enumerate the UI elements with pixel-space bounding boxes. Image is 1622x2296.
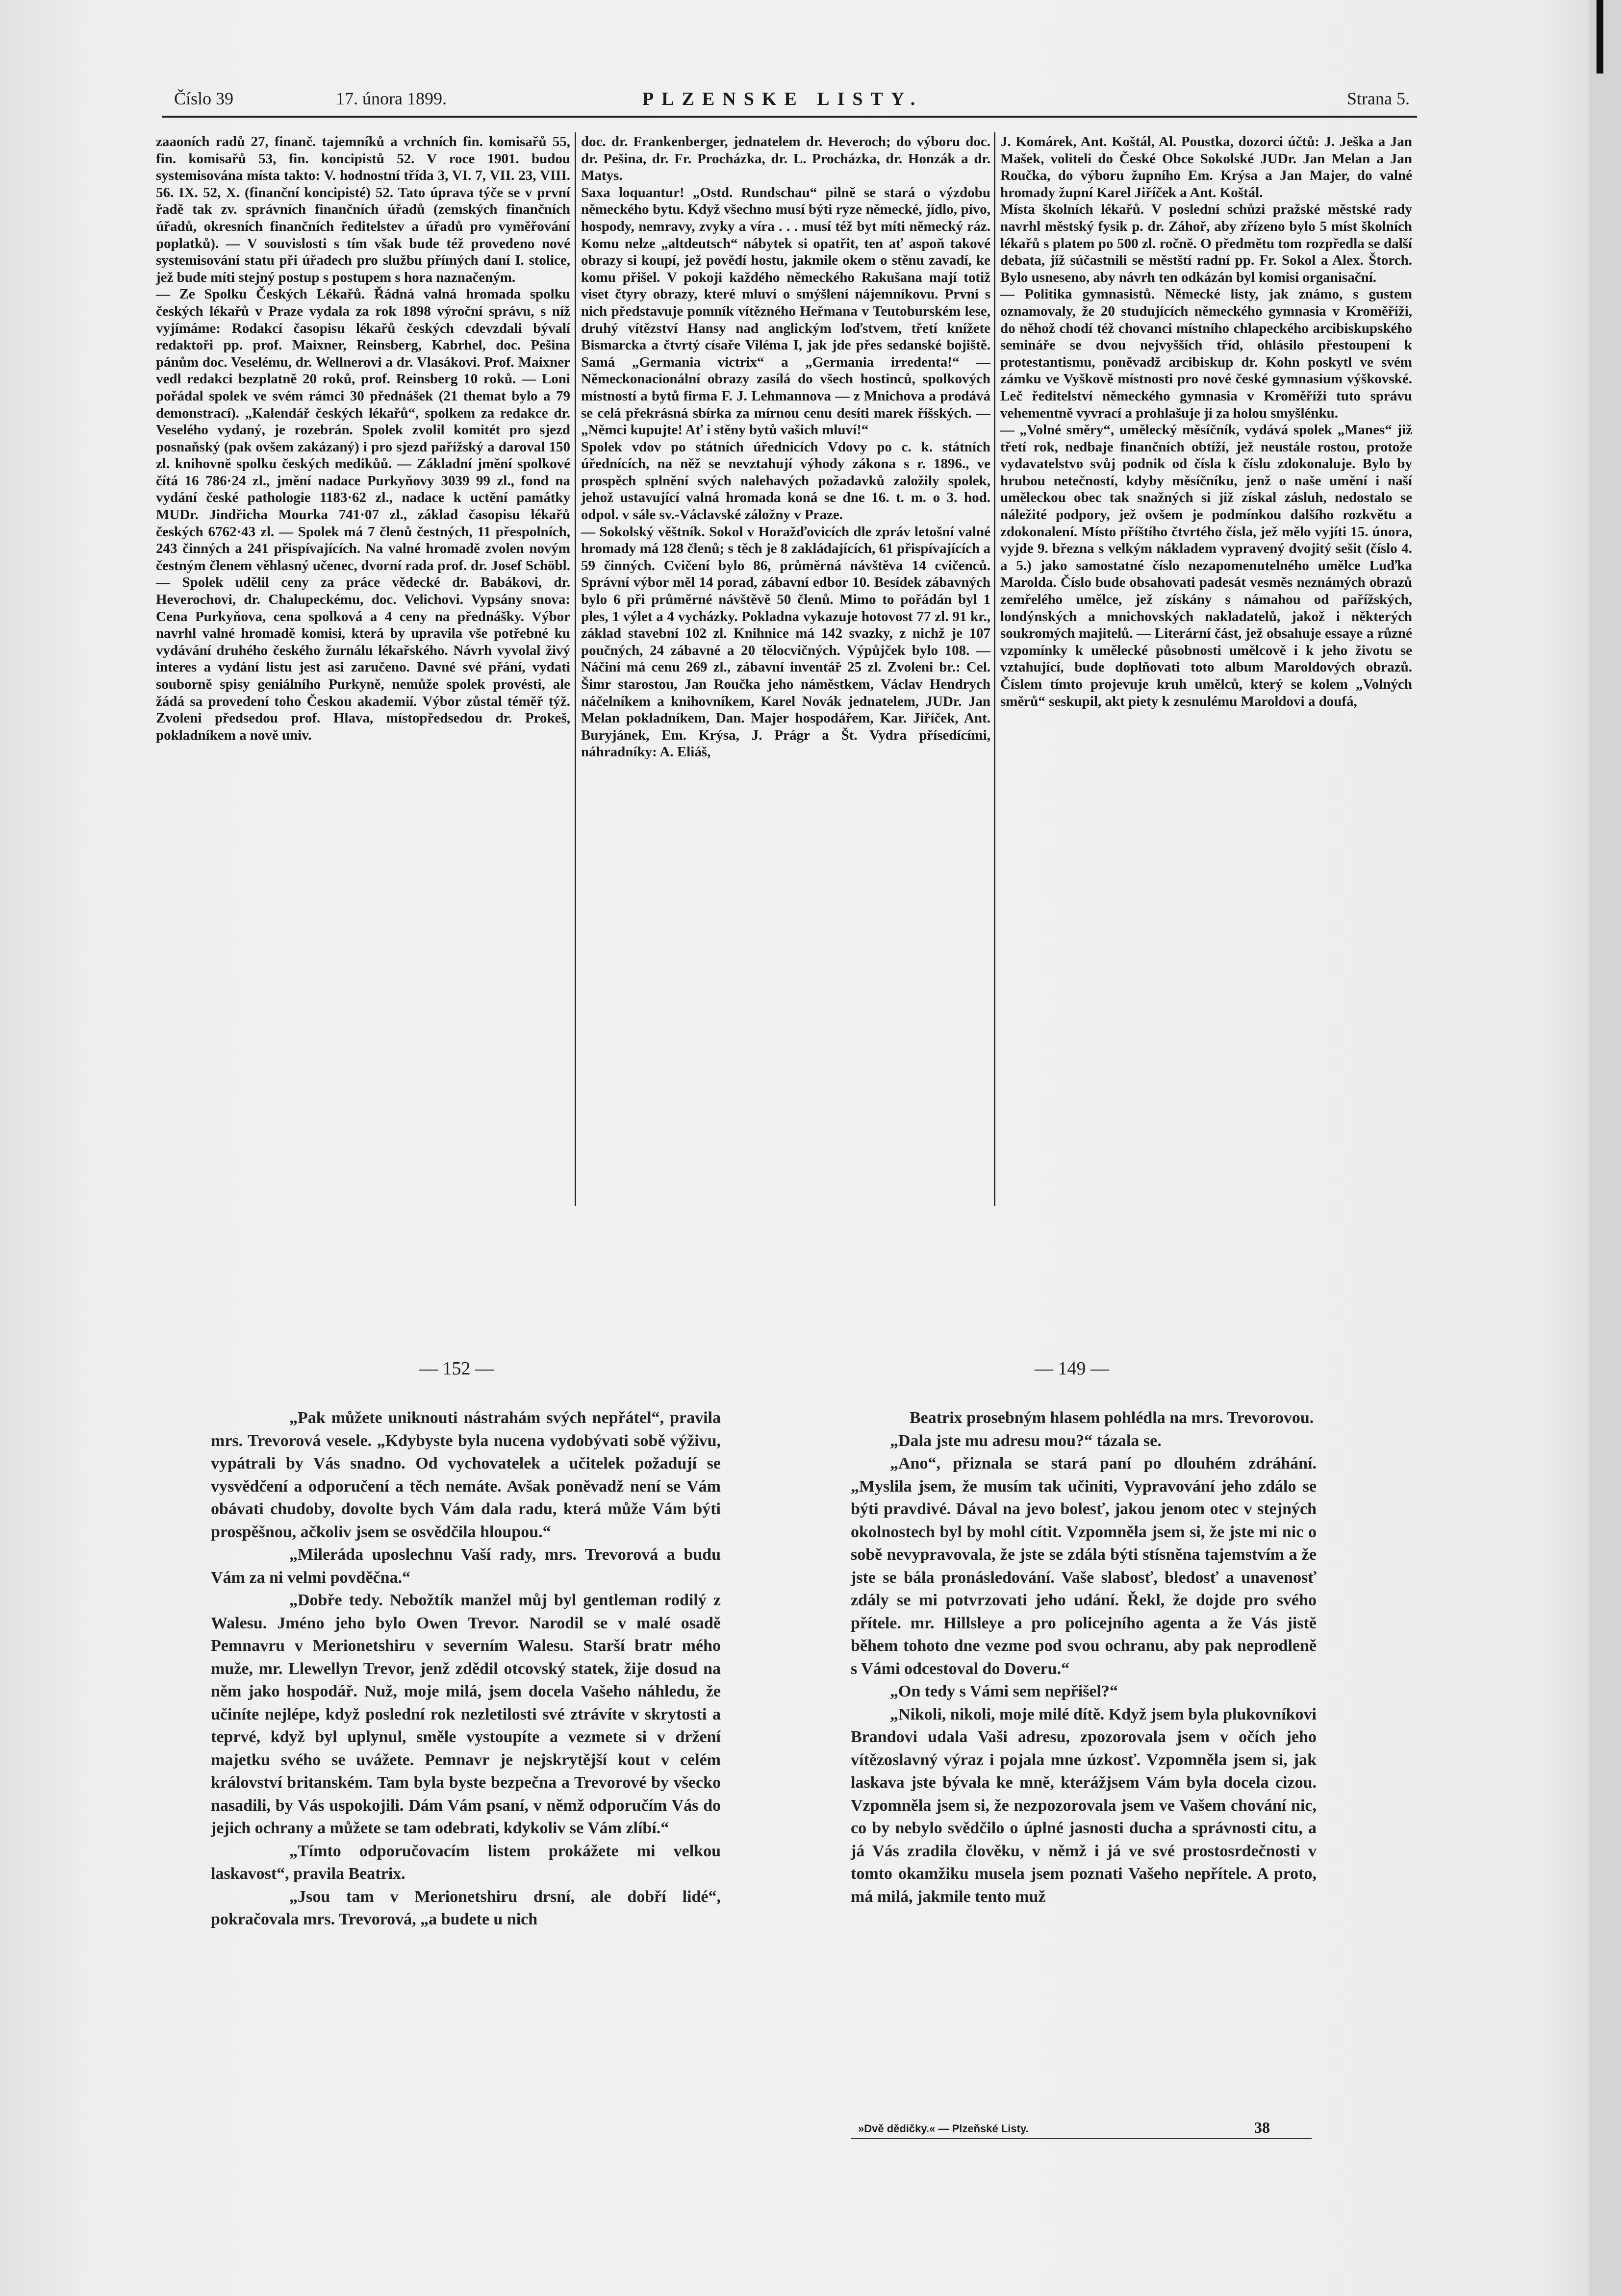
- novel-paragraph: Beatrix prosebným hlasem pohlédla na mrs. Trevorovou.: [910, 1409, 1314, 1427]
- news-column-1: [156, 133, 570, 744]
- column-divider: [575, 132, 576, 1206]
- novel-paragraph: „Pak můžete uniknouti nástrahám svých nepřátel“, pravila mrs. Trevorová vesele. „Kdybyste byla nucena vydobývati sobě výživu, vypátrali by Vás snadno. Od vychovatelek a učitelek požadují se vysvědčení a odporučení a těch nemáte. Avšak poněvadž není se Vám obávati chudoby, dovolte bych Vám dala radu, která může Vám býti prospěšnou, ačkoliv jsem se osvědčila hloupou.“: [211, 1409, 721, 1541]
- novel-paragraph: „Mileráda uposlechnu Vaší rady, mrs. Trevorová a budu Vám za ni velmi povděčna.“: [211, 1546, 721, 1587]
- scan-edge-mark: [1597, 0, 1603, 74]
- news-column-2: [581, 133, 990, 761]
- header-rule: [162, 116, 1417, 118]
- novel-paragraph: „Dobře tedy. Nebožtík manžel můj byl gentleman rodilý z Walesu. Jméno jeho bylo Owen Trevor. Narodil se v malé osadě Pemnavru v Merionetshiru v severním Walesu. Starší bratr mého muže, mr. Llewellyn Trevor, jenž zdědil otcovský statek, žije dosud na něm jako hospodář. Nuž, moje milá, jsem docela Vašeho náhledu, že učiníte nejlépe, když poslední rok nezletilosti své ztrávíte v skrytosti a teprvé, když byl uplynul, směle vystoupíte a vezmete si v držení majetku svého se uvážete. Pemnavr je nejskrytější kout v celém království britanském. Tam byla byste bezpečna a Trevorové by všecko nasadili, by Vás uspokojili. Dám Vám psaní, v němž odporučím Vás do jejich ochrany a můžete se tam odebrati, kdykoliv se Vám zlíbí.“: [211, 1591, 721, 1837]
- footnote-text: »Dvě dědičky.« — Plzeňské Listy.: [858, 2122, 1029, 2135]
- novel-column-right: [851, 1407, 1317, 1908]
- newspaper-title: PLZENSKE LISTY.: [642, 89, 923, 109]
- issue-number: Číslo 39: [174, 89, 234, 108]
- novel-paragraph: „Jsou tam v Merionetshiru drsní, ale dobří lidé“, pokračovala mrs. Trevorová, „a budete u nich: [211, 1887, 721, 1928]
- newspaper-header: [174, 88, 1410, 113]
- article-paragraph: J. Komárek, Ant. Koštál, Al. Poustka, dozorci účtů: J. Ješka a Jan Mašek, voliteli do České Obce Sokolské JUDr. Jan Melan a Jan Roučka, do výboru župního Em. Krýsa a Jan Majer, do valné hromady župní Karel Jiříček a Ant. Koštál.: [1000, 134, 1412, 200]
- novel-paragraph: „Nikoli, nikoli, moje milé dítě. Když jsem byla plukovníkovi Brandovi udala Vaši adresu, zpozorovala jsem v očích jeho vítězoslavný výraz i pojala mne úzkosť. Vzpomněla jsem si, jak laskava jste bývala ke mně, kterážjsem Vám byla docela cizou. Vzpomněla jsem si, že nezpozorovala jsem ve Vašem chování nic, co by nebylo svědčilo o úplné jasnosti ducha a správnosti citu, a já Vás zradila člověku, v němž i já ve své prostosrdečnosti v tomto okamžiku musela jsem poznati Vašeho nepřítele. A proto, má milá, jakmile tento muž: [851, 1705, 1317, 1906]
- novel-paragraph: „Ano“, přiznala se stará paní po dlouhém zdráhání. „Myslila jsem, že musím tak učiniti, Vypravování jeho zdálo se býti pravdivé. Dával na jevo bolesť, jakou jenom otec v stejných okolnostech byl by mohl cítit. Vzpomněla jsem si, že jste mi nic o sobě nevypravovala, že jste se zdála býti stísněna tajemstvím a že jste se bála pronásledování. Vaše slabosť, bledosť a unavenosť zdály se mi potvrzovati jeho udání. Řekl, že dojde pro svého přítele. mr. Hillsleye a pro policejního agenta a že Vás jistě během tohoto dne vezme pod svou ochranu, aby pak neprodleně s Vámi odcestoval do Doveru.“: [851, 1454, 1317, 1678]
- news-column-3: [1000, 133, 1412, 710]
- novel-paragraph: „On tedy s Vámi sem nepřišel?“: [890, 1682, 1118, 1700]
- page-label: Strana 5.: [1347, 89, 1410, 108]
- article-paragraph: — Ze Spolku Českých Lékařů. Řádná valná hromada spolku českých lékařů v Praze vydala za rok 1898 výroční správu, s níž vyjímáme: Rodakcí časopisu lékařů českých cdevzdali bývalí redaktoři pp. prof. Maixner, Reinsberg, Kabrhel, doc. Pešina pánům doc. Veselému, dr. Wellnerovi a dr. Vlasákovi. Prof. Maixner vedl redakci bezplatně 20 roků, prof. Reinsberg 10 roků. — Loni pořádal spolek ve svém rámci 30 přednášek (21 themat bylo a 79 demonstrací). „Kalendář českých lékařů“, spolkem za redakce dr. Veselého vydaný, je rozebrán. Spolek zvolil komitét pro sjezd posnaňský (pak ovšem zakázaný) i pro sjezd pařížský a daroval 150 zl. knihovně spolku českých medikůů. — Základní jmění spolkové čítá 16 786·24 zl., jmění nadace Purkyňovy 3039 99 zl., fond na vydání české pathologie 1183·62 zl., nadace k uctění památky MUDr. Jindřicha Mourka 741·07 zl., základ časopisu lékařů českých 6762·43 zl. — Spolek má 7 členů čestných, 11 přespolních, 243 činných a 241 přispívajících. Na valné hromadě zvolen novým čestným členem věhlasný učenec, dvorní rada prof. dr. Josef Schöbl. — Spolek udělil ceny za práce vědecké dr. Babákovi, dr. Heverochovi, dr. Chalupeckému, doc. Velichovi. Vypsány snova: Cena Purkyňova, cena spolková a 4 ceny na přednášky. Výbor navrhl valné hromadě komisi, která by upravila vše potřebné ku vydávání druhého českého žurnálu lékařského. Návrh vyvolal živý interes a vydání listu jest asi zaručeno. Davné své přání, vydati souborně spisy geniálního Purkyně, nemůže spolek provésti, ale žádá sa provedení toho Českou akademií. Výbor zůstal téměř týž. Zvoleni předsedou prof. Hlava, místopředsedou dr. Prokeš, pokladníkem a nově univ.: [156, 286, 570, 743]
- issue-date: 17. února 1899.: [336, 89, 447, 108]
- column-divider: [994, 132, 995, 1206]
- article-paragraph: Místa školních lékařů. V poslední schůzi pražské městské rady navrhl městský fysik p. dr. Záhoř, aby zřízeno bylo 5 míst školních lékařů s platem po 500 zl. ročně. O předmětu tom rozpředla se další debata, jíž súčastnili se městští radní pp. Fr. Sokol a Alex. Štorch. Bylo usneseno, aby návrh ten odkázán byl komisi organisační.: [1000, 201, 1412, 285]
- novel-footnote: [858, 2119, 1309, 2136]
- novel-column-left: [211, 1407, 721, 1931]
- article-paragraph: Saxa loquantur! „Ostd. Rundschau“ pilně se stará o výzdobu německého bytu. Když všechno musí býti ryze německé, jídlo, pivo, hospody, nemravy, zvyky a víra . . . musí též byt míti německý ráz. Komu nelze „altdeutsch“ nábytek si opatřit, ten ať aspoň takové obrazy si koupí, jež povědí hostu, jakmile okem o stěnu zavadí, ke komu přišel. V pokoji každého německého Rakušana mají totiž viset čtyry obrazy, které mluví o smýšlení nájemníkovu. První s nich představuje pomník vítězného Heřmana v Teutoburském lese, druhý vítězství Hansy nad anglickým loďstvem, třetí knížete Bismarcka a čtvrtý císaře Viléma I, jak jde přes sedanské bojiště. Samá „Germania victrix“ a „Germania irredenta!“ — Německonacionální obrazy zasílá do všech hostinců, spolkových místností a bytů firma F. J. Lehmannova — z Mnichova a prodává se celá překrásná sbírka za mírnou cenu desíti marek říšských. — „Němci kupujte! Ať i stěny bytů vašich mluví!“: [581, 184, 990, 438]
- novel-paragraph: „Tímto odporučovacím listem prokážete mi velkou laskavost“, pravila Beatrix.: [211, 1842, 721, 1883]
- article-paragraph: — Politika gymnasistů. Německé listy, jak známo, s gustem oznamovaly, že 20 studujících německého gymnasia v Kroměříži, do něhož chodí též chovanci místního chlapeckého arcibiskupského semináře se dvou nejvyšších tříd, ohlásilo přestoupení k protestantismu, poněvadž arcibiskup dr. Kohn poskytl ve svém zámku ve Vyškově místnosti pro nové české gymnasium výškovské. Leč ředitelství německého gymnasia v Kroměříži tuto správu vehementně vyvrací a prohlašuje ji za holou smyšlénku.: [1000, 286, 1412, 421]
- novel-paragraph: „Dala jste mu adresu mou?“ tázala se.: [890, 1431, 1162, 1450]
- scan-edge: [1589, 0, 1622, 2296]
- novel-page-number-left: — 152 —: [419, 1358, 494, 1379]
- footnote-page-number: 38: [1254, 2119, 1270, 2136]
- article-paragraph: doc. dr. Frankenberger, jednatelem dr. Heveroch; do výboru doc. dr. Pešina, dr. Fr. Procházka, dr. L. Procházka, dr. Honzák a dr. Matys.: [581, 134, 990, 184]
- article-paragraph: zaaoních radů 27, finanč. tajemníků a vrchních fin. komisařů 55, fin. komisařů 53, fin. koncipistů 52. V roce 1901. budou systemisována místa takto: V. hodnostní třída 3, VI. 7, VII. 23, VIII. 56. IX. 52, X. (finanční koncipisté) 52. Tato úprava týče se v první řadě tak zv. správních finančních úřadů (zemských finančních úřadů, okresních finančních ředitelstev a úřadů pro vyměřování poplatků). — V souvislosti s tím však bude též provedeno nové systemisování statu při úřadech pro službu přímých daní I. stolice, jež bude míti stejný postup s postupem s hora naznačeným.: [156, 134, 570, 285]
- novel-page-number-right: — 149 —: [1035, 1358, 1109, 1379]
- footnote-rule: [851, 2138, 1312, 2139]
- article-paragraph: — „Volné směry“, umělecký měsíčník, vydává spolek „Manes“ již třetí rok, nedbaje finančních obtíží, jež neustále rostou, protože vydavatelstvo svůj podnik od čísla k číslu zdokonaluje. Bylo by hrubou netečností, kdyby měsíčníku, jenž o naše umění i naší uměleckou obec tak snažných si již získal zásluh, nedostalo se náležité podpory, jež ovšem je podmínkou dalšího rozkvětu a zdokonalení. Místo příštího čtvrtého čísla, jež mělo vyjíti 15. února, vyjde 9. března s velkým nákladem vypravený dvojitý sešit (číslo 4. a 5.) jako samostatné číslo nezapomenutelného umělce Luďka Marolda. Číslo bude obsahovati padesát vesměs neznámých obrazů zemřelého umělce, jež získány s námahou od pařížských, londýnských a mnichovských nakladatelů, jakož i některých soukromých majitelů. — Literární část, jež obsahuje essaye a různé vzpomínky k umělecké působnosti umělcově i k jeho životu se vztahující, bude doplňovati toto album Maroldových obrazů. Číslem tímto projevuje kruh umělců, který se kolem „Volných směrů“ seskupil, akt piety k zesnulému Maroldovi a doufá,: [1000, 422, 1412, 709]
- article-paragraph: — Sokolský věštník. Sokol v Horažďovicích dle zpráv letošní valné hromady má 128 členů; s těch je 8 zakládajících, 61 přispívajících a 59 činných. Cvičení bylo 86, průměrná návštěva 14 cvičenců. Správní výbor měl 14 porad, zábavní edbor 10. Besídek zábavných bylo 6 při průměrné návštěvě 50 členů. Mimo to pořádán byl 1 ples, 1 výlet a 4 vycházky. Pokladna vykazuje hotovost 77 zl. 91 kr., základ stavební 102 zl. Knihnice má 142 svazky, z nichž je 107 poučných, 24 zábavné a 20 tělocvičných. Výpůjček bylo 108. — Náčiní má cenu 269 zl., zábavní inventář 25 zl. Zvoleni br.: Cel. Šimr starostou, Jan Roučka jeho náměstkem, Václav Hendrych náčelníkem a knihovníkem, Karel Novák jednatelem, JUDr. Jan Melan pokladníkem, Dan. Majer hospodářem, Kar. Jiříček, Ant. Buryjánek, Em. Krýsa, J. Prágr a Št. Vydra přísedícími, náhradníky: A. Eliáš,: [581, 524, 990, 760]
- article-paragraph: Spolek vdov po státních úřednicích Vdovy po c. k. státních úřednících, na něž se nevztahují výhody zákona s r. 1896., ve prospěch splnění svých nalehavých požadavků založily spolek, jehož ustavující valná hromada koná se dne 16. t. m. o 3. hod. odpol. v sále sv.-Václavské záložny v Praze.: [581, 439, 990, 523]
